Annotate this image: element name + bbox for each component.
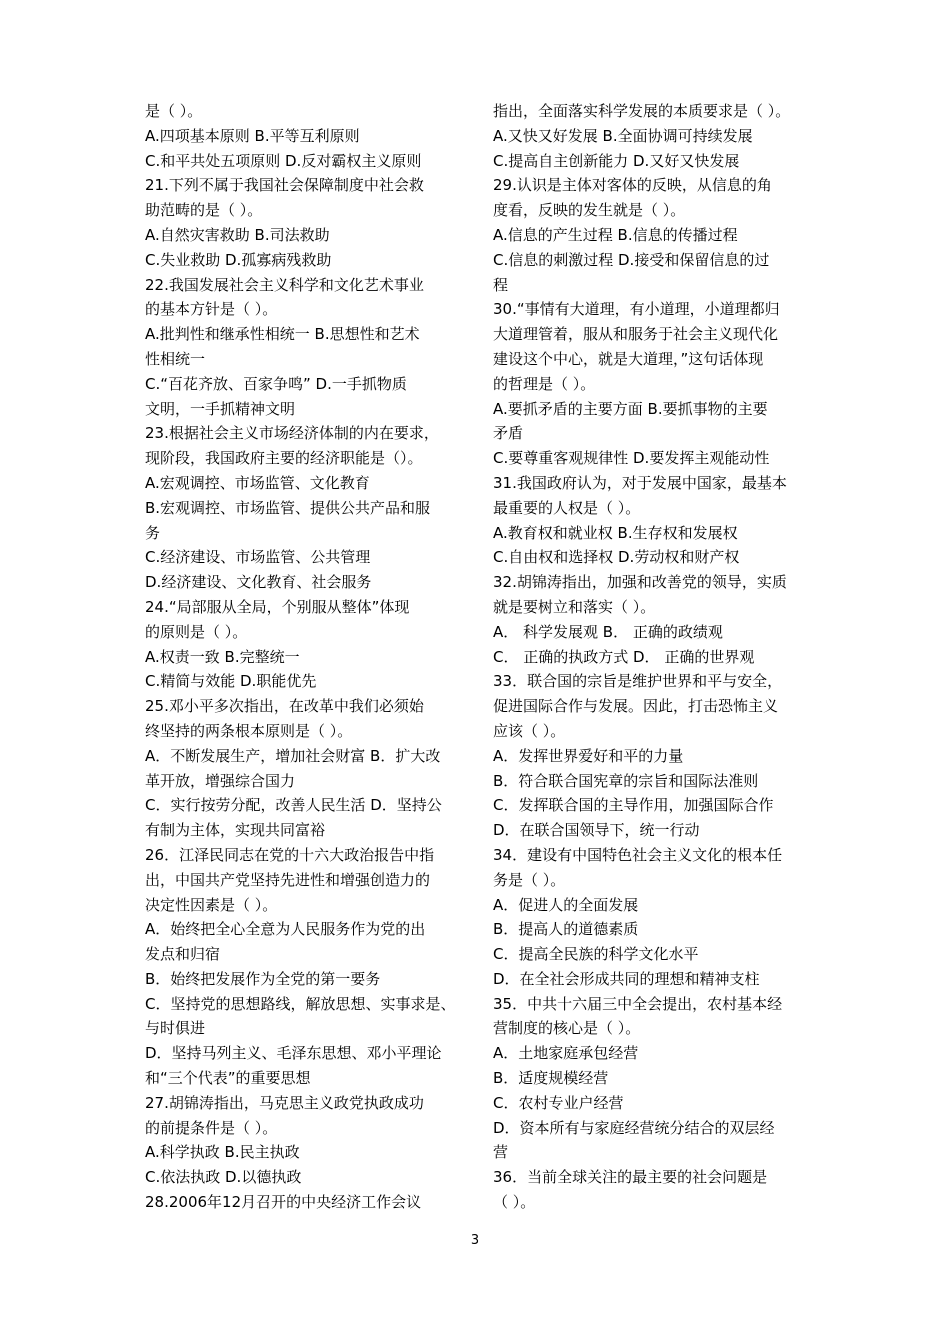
text-line: A．促进人的全面发展 (493, 895, 639, 914)
text-line: C.要尊重客观规律性 D.要发挥主观能动性 (493, 449, 770, 468)
text-line: A.教育权和就业权 B.生存权和发展权 (493, 523, 738, 542)
text-line: A．土地家庭承包经营 (493, 1044, 639, 1063)
text-line: 促进国际合作与发展。因此，打击恐怖主义 (493, 697, 779, 716)
text-line: A.自然灾害救助 B.司法救助 (145, 225, 330, 244)
text-line: 出，中国共产党坚持先进性和增强创造力的 (145, 870, 431, 889)
text-line: 和“三个代表”的重要思想 (145, 1069, 311, 1088)
left-column (145, 99, 470, 1215)
text-line: 指出，全面落实科学发展的本质要求是（ ）。 (493, 102, 791, 120)
text-line: 有制为主体，实现共同富裕 (145, 821, 326, 840)
text-line: A.信息的产生过程 B.信息的传播过程 (493, 225, 738, 244)
text-line: 就是要树立和落实（ ）。 (493, 597, 656, 616)
text-line: 26．江泽民同志在党的十六大政治报告中指 (145, 845, 435, 864)
text-line: 大道理管着，服从和服务于社会主义现代化 (493, 325, 779, 344)
text-line: 性相统一 (145, 349, 206, 368)
text-line: 决定性因素是（ ）。 (145, 895, 278, 914)
text-line: D．坚持马列主义、毛泽东思想、邓小平理论 (145, 1044, 442, 1063)
text-line: 23.根据社会主义市场经济体制的内在要求， (145, 424, 439, 443)
text-line: C.自由权和选择权 D.劳动权和财产权 (493, 548, 740, 567)
text-line: C.信息的刺激过程 D.接受和保留信息的过 (493, 250, 770, 269)
text-line: A． 科学发展观 B． 正确的政绩观 (493, 622, 723, 641)
text-line: 24.“局部服从全局，个别服从整体”体现 (145, 597, 410, 616)
text-line: 34．建设有中国特色社会主义文化的根本任 (493, 845, 783, 864)
text-line: 最重要的人权是（ ）。 (493, 498, 641, 517)
text-line: 助范畴的是（ ）。 (145, 201, 263, 220)
text-line: B．符合联合国宪章的宗旨和国际法准则 (493, 771, 759, 790)
text-line: B．提高人的道德素质 (493, 920, 639, 939)
text-line: A.宏观调控、市场监管、文化教育 (145, 473, 370, 492)
text-line: C． 正确的执政方式 D． 正确的世界观 (493, 647, 755, 666)
text-line: D．在联合国领导下，统一行动 (493, 821, 700, 840)
text-line: 32.胡锦涛指出，加强和改善党的领导，实质 (493, 573, 787, 592)
text-line: A.又快又好发展 B.全面协调可持续发展 (493, 126, 753, 145)
text-line: C．实行按劳分配，改善人民生活 D．坚持公 (145, 796, 442, 815)
page-number: 3 (470, 1233, 480, 1248)
text-line: A．发挥世界爱好和平的力量 (493, 746, 684, 765)
text-line: 应该（ ）。 (493, 721, 566, 740)
text-line: A.要抓矛盾的主要方面 B.要抓事物的主要 (493, 399, 768, 418)
text-line: 革开放，增强综合国力 (145, 771, 296, 790)
text-line: 30.“事情有大道理，有小道理，小道理都归 (493, 300, 780, 319)
text-line: 36．当前全球关注的最主要的社会问题是 (493, 1168, 768, 1187)
text-line: 27.胡锦涛指出，马克思主义政党执政成功 (145, 1093, 424, 1112)
text-line: A．始终把全心全意为人民服务作为党的出 (145, 920, 426, 939)
text-line: 25.邓小平多次指出，在改革中我们必须始 (145, 697, 424, 716)
text-line: 28.2006年12月召开的中央经济工作会议 (145, 1193, 422, 1212)
text-line: 务 (145, 523, 161, 542)
text-line: A.四项基本原则 B.平等互利原则 (145, 126, 360, 145)
text-line: D.经济建设、文化教育、社会服务 (145, 573, 372, 592)
text-line: A.科学执政 B.民主执政 (145, 1143, 300, 1162)
text-line: C.失业救助 D.孤寡病残救助 (145, 250, 332, 269)
text-line: A．不断发展生产，增加社会财富 B．扩大改 (145, 746, 441, 765)
text-line: A.批判性和继承性相统一 B.思想性和艺术 (145, 325, 420, 344)
text-line: C.精简与效能 D.职能优先 (145, 672, 317, 691)
text-line: 矛盾 (493, 424, 524, 443)
text-line: 的前提条件是（ ）。 (145, 1118, 278, 1137)
text-line: 营制度的核心是（ ）。 (493, 1019, 641, 1038)
right-column (493, 99, 823, 1215)
text-line: 程 (493, 275, 509, 294)
text-line: B．适度规模经营 (493, 1069, 609, 1088)
text-line: C．发挥联合国的主导作用，加强国际合作 (493, 796, 774, 815)
text-line: 22.我国发展社会主义科学和文化艺术事业 (145, 275, 424, 294)
text-line: B.宏观调控、市场监管、提供公共产品和服 (145, 498, 431, 517)
text-line: 33．联合国的宗旨是维护世界和平与安全， (493, 672, 783, 691)
text-line: 29.认识是主体对客体的反映，从信息的角 (493, 176, 772, 195)
text-line: 建设这个中心，就是大道理，”这句话体现 (493, 349, 764, 368)
text-line: 与时俱进 (145, 1019, 206, 1038)
text-line: 的原则是（ ）。 (145, 622, 248, 641)
text-line: 的哲理是（ ）。 (493, 374, 596, 393)
text-line: 度看，反映的发生就是（ ）。 (493, 201, 686, 220)
text-line: 务是（ ）。 (493, 870, 566, 889)
text-line: 终坚持的两条根本原则是（ ）。 (145, 721, 353, 740)
text-line: 发点和归宿 (145, 945, 221, 964)
text-line: C．农村专业户经营 (493, 1093, 624, 1112)
text-line: 是（ ）。 (145, 102, 203, 120)
text-line: C．坚持党的思想路线，解放思想、实事求是、 (145, 994, 456, 1013)
text-line: D．在全社会形成共同的理想和精神支柱 (493, 969, 760, 988)
text-line: C．提高全民族的科学文化水平 (493, 945, 699, 964)
text-line: （ ）。 (493, 1193, 536, 1212)
text-line: C.经济建设、市场监管、公共管理 (145, 548, 371, 567)
text-line: 31.我国政府认为，对于发展中国家，最基本 (493, 473, 787, 492)
text-line: 21.下列不属于我国社会保障制度中社会救 (145, 176, 424, 195)
text-line: C.“百花齐放、百家争鸣” D.一手抓物质 (145, 374, 407, 393)
text-line: 文明，一手抓精神文明 (145, 399, 296, 418)
text-line: 现阶段，我国政府主要的经济职能是（）。 (145, 449, 423, 468)
text-line: D．资本所有与家庭经营统分结合的双层经 (493, 1118, 775, 1137)
text-line: 的基本方针是（ ）。 (145, 300, 278, 319)
text-line: C.提高自主创新能力 D.又好又快发展 (493, 151, 740, 170)
text-line: 营 (493, 1143, 509, 1162)
text-line: C.依法执政 D.以德执政 (145, 1168, 302, 1187)
text-line: B．始终把发展作为全党的第一要务 (145, 969, 381, 988)
text-line: 35．中共十六届三中全会提出，农村基本经 (493, 994, 783, 1013)
text-line: A.权责一致 B.完整统一 (145, 647, 300, 666)
text-line: C.和平共处五项原则 D.反对霸权主义原则 (145, 151, 422, 170)
